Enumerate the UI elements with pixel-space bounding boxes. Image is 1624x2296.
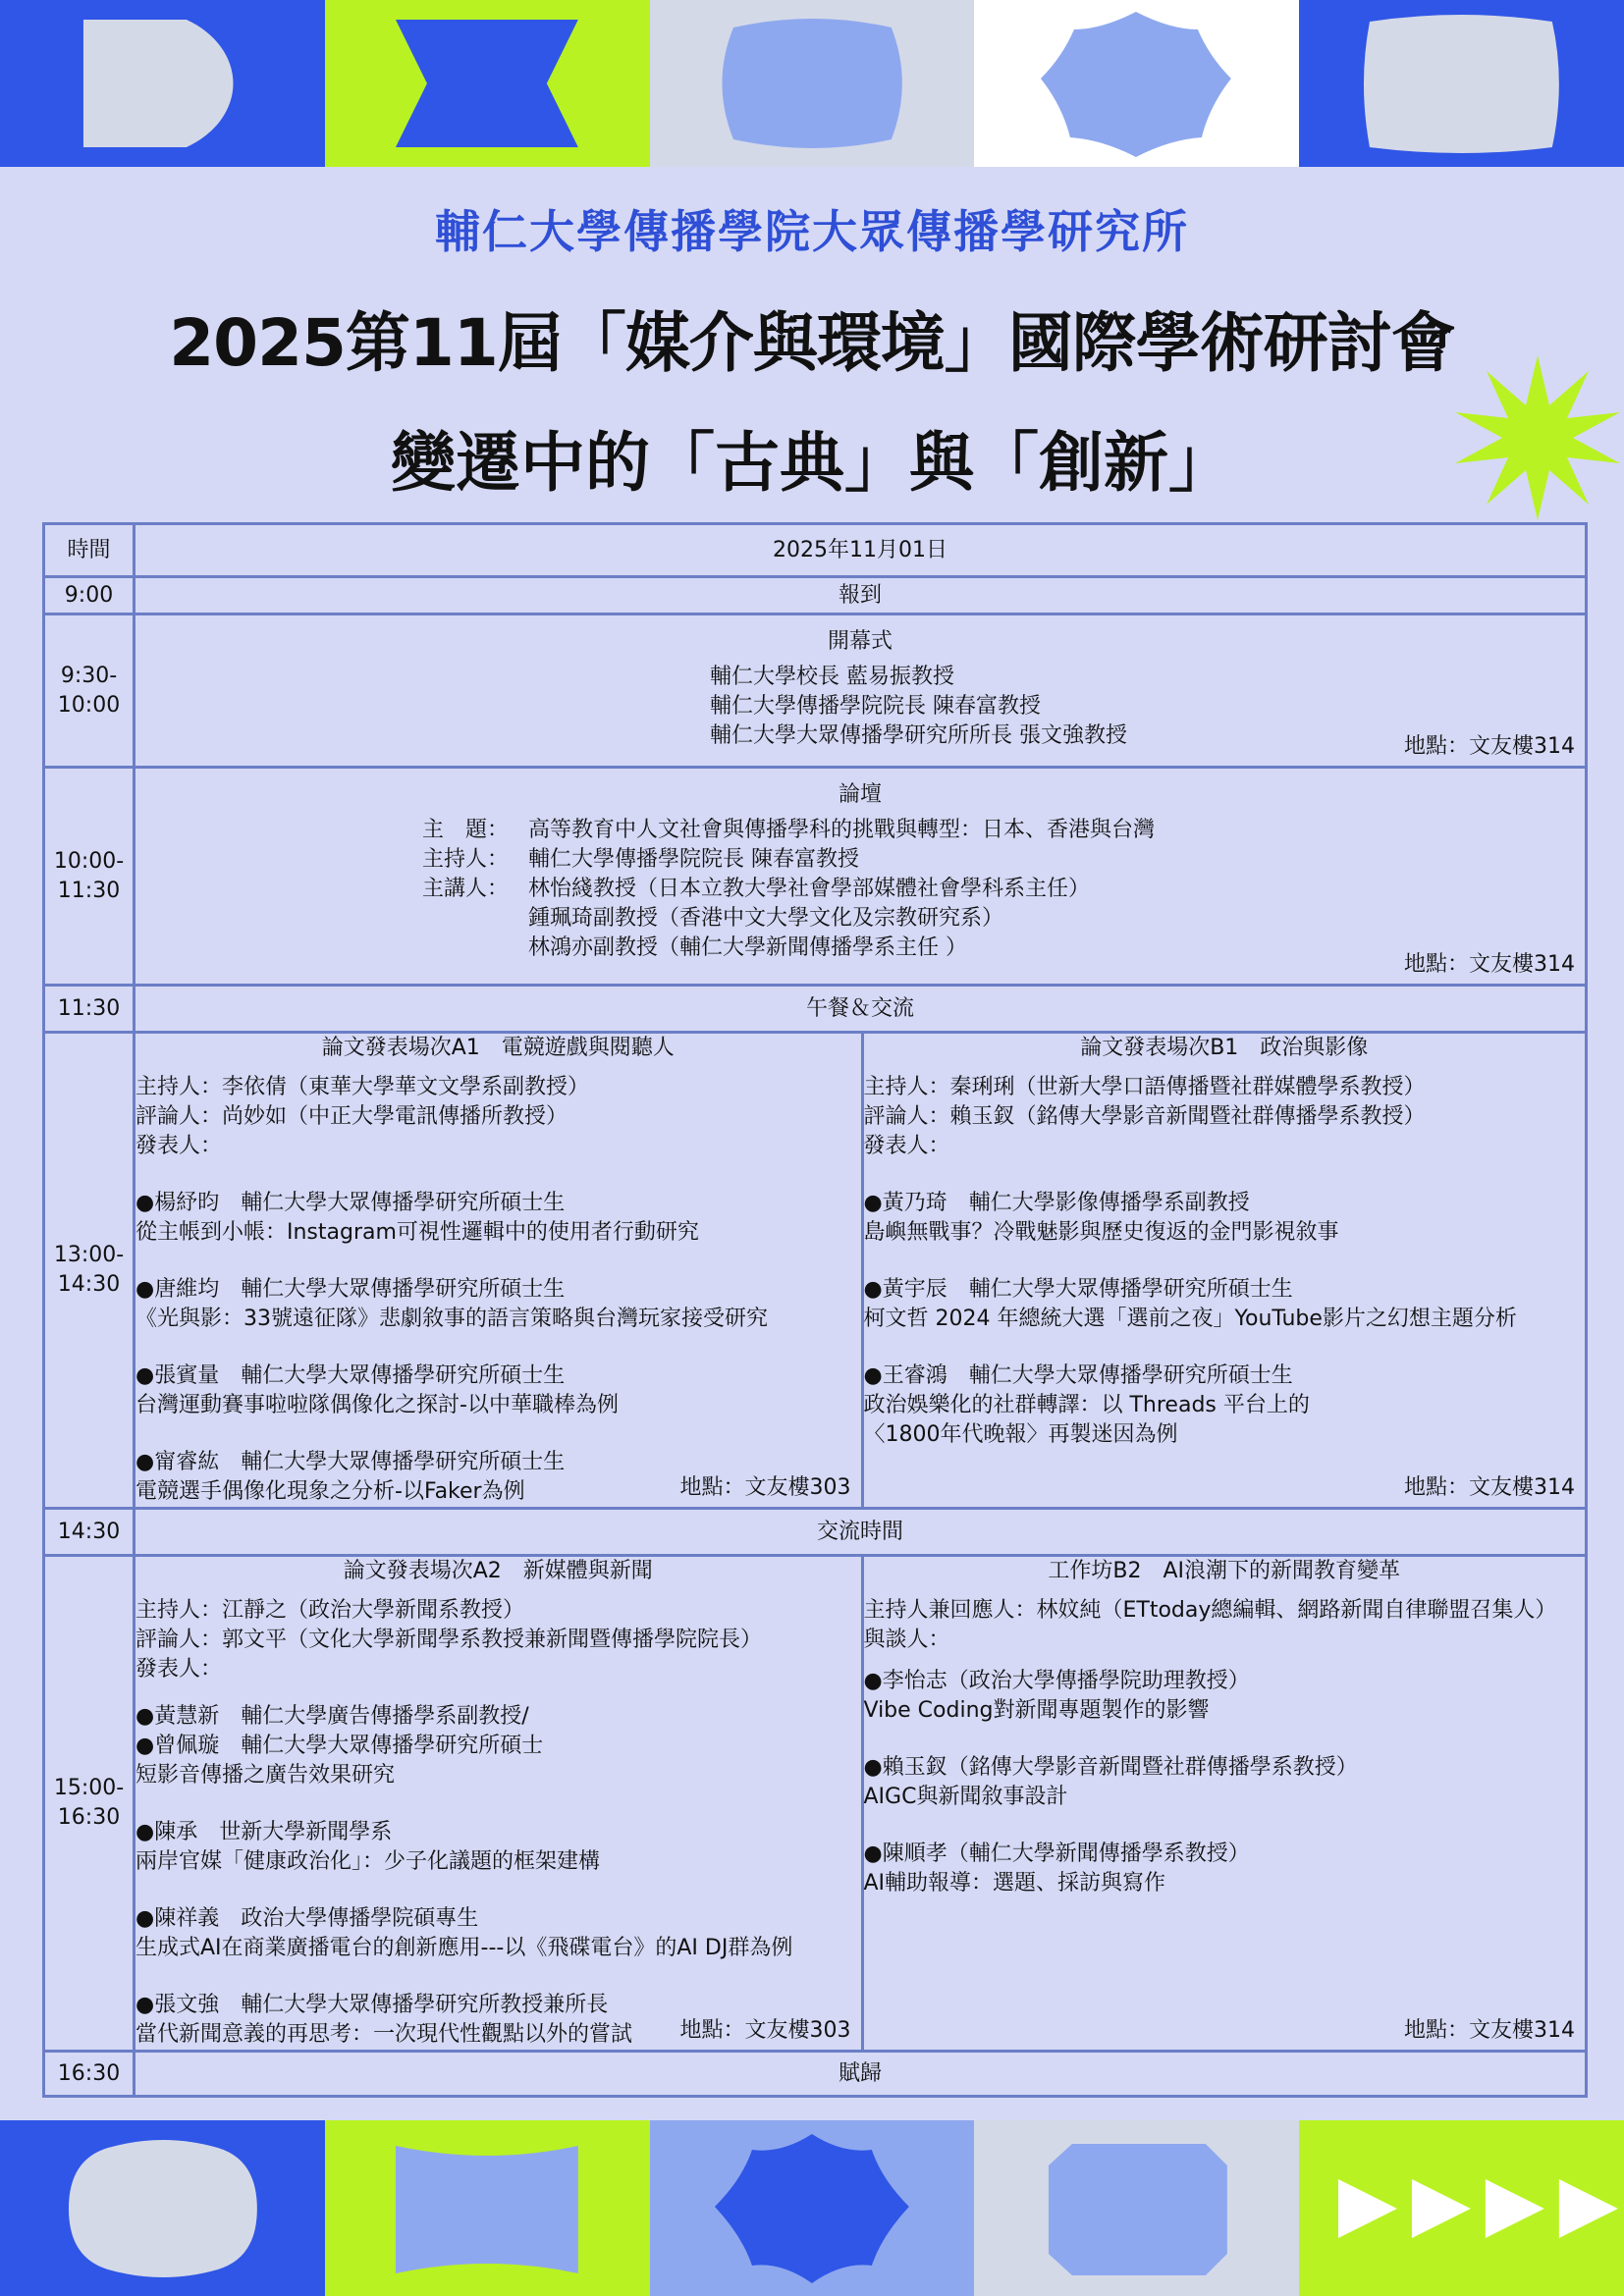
session-1-cell [135,1033,1587,1509]
session-b1-host: 主持人：秦琍琍（世新大學口語傳播暨社群媒體學系教授） [863,1075,1426,1099]
opening-time-start: 9:30- [60,663,118,688]
session-2-time [44,1556,135,2052]
forum-speaker: 鍾珮琦副教授（香港中文大學文化及宗教研究系） [528,906,1004,931]
break-time: 14:30 [44,1509,135,1556]
tile-rounded-shape [1299,0,1624,167]
time-column-header: 時間 [44,524,135,577]
session-2-row [44,1556,1587,2052]
session-a1-presenters-label: 發表人： [135,1134,223,1158]
session-b1-location: 地點：文友樓314 [1404,1475,1575,1500]
forum-cell [135,768,1587,986]
schedule-table [42,522,1588,2098]
paper-item: ●黃慧新 輔仁大學廣告傳播學系副教授/ ●曾佩璇 輔仁大學大眾傳播學研究所碩士 短影音傳播之廣告效果研究 [135,1704,544,1788]
session-a2-location: 地點：文友樓303 [679,2018,851,2043]
session-b1-title: 論文發表場次B1 政治與影像 [1080,1036,1369,1060]
workshop-b2-panel-label: 與談人： [863,1628,950,1652]
host-label: 主持人： [422,847,510,872]
table-header-row [44,524,1587,577]
panelist-item: ●李怡志（政治大學傳播學院助理教授） Vibe Coding對新聞專題製作的影響 [863,1669,1250,1723]
tile-wave-shape [325,2120,650,2296]
opening-line: 輔仁大學大眾傳播學研究所所長 張文強教授 [710,723,1127,748]
lunch-label: 午餐＆交流 [135,986,1587,1033]
session-a1-host: 主持人：李依倩（東華大學華文文學系副教授） [135,1075,590,1099]
paper-item: ●黃乃琦 輔仁大學影像傳播學系副教授 島嶼無戰事？冷戰魅影與歷史復返的金門影視敘事 [863,1191,1339,1245]
session-1-time [44,1033,135,1509]
opening-line: 輔仁大學校長 藍易振教授 [710,665,954,689]
break-label: 交流時間 [135,1509,1587,1556]
panelist-item: ●陳順孝（輔仁大學新聞傳播學系教授） AI輔助報導：選題、採訪與寫作 [863,1842,1250,1896]
session-2-cell [135,1556,1587,2052]
end-label: 賦歸 [135,2052,1587,2097]
workshop-b2-title: 工作坊B2 AI浪潮下的新聞教育變革 [1048,1559,1401,1583]
forum-time-start: 10:00- [53,848,125,874]
opening-row [44,614,1587,768]
opening-time-end: 10:00 [57,692,121,718]
theme-title: 變遷中的「古典」與「創新」 [391,425,1233,501]
tile-cloud-shape [974,0,1299,167]
forum-topic: 高等教育中人文社會與傳播學科的挑戰與轉型：日本、香港與台灣 [528,818,1156,842]
tile-bowtie-shape [325,0,650,167]
opening-speakers [710,663,1127,751]
forum-speaker: 林怡綫教授（日本立教大學社會學部媒體社會學科系主任） [528,877,1091,901]
forum-details [422,816,1575,963]
session-1-row [44,1033,1587,1509]
session-2-split [135,1557,1585,2050]
session-a1-discussant: 評論人：尚妙如（中正大學電訊傳播所教授） [135,1104,568,1129]
tile-d-shape [0,0,325,167]
session-a2-host: 主持人：江靜之（政治大學新聞系教授） [135,1598,525,1623]
tile-arrows-shape [1299,2120,1624,2296]
session-2-time-start: 15:00- [53,1776,125,1800]
conference-title: 2025第11屆「媒介與環境」國際學術研討會 [169,305,1455,381]
paper-item: ●張文強 輔仁大學大眾傳播學研究所教授兼所長 當代新聞意義的再思考：一次現代性觀點以外的嘗試 [135,1993,633,2047]
session-a2-discussant: 評論人：郭文平（文化大學新聞學系教授兼新聞暨傳播學院院長） [135,1628,763,1652]
tile-blob-shape [0,2120,325,2296]
forum-host: 輔仁大學傳播學院院長 陳春富教授 [528,847,859,872]
session-a1 [135,1034,862,1507]
session-1-split [135,1034,1585,1507]
paper-item: ●楊紓昀 輔仁大學大眾傳播學研究所碩士生 從主帳到小帳：Instagram可視性邏輯中的使用者行動研究 [135,1191,699,1245]
speakers-label: 主講人： [422,877,510,901]
end-row [44,2052,1587,2097]
opening-line: 輔仁大學傳播學院院長 陳春富教授 [710,694,1041,719]
forum-title: 論壇 [838,782,882,807]
paper-item: ●黃宇辰 輔仁大學大眾傳播學研究所碩士生 柯文哲 2024 年總統大選「選前之夜」YouTube影片之幻想主題分析 [863,1277,1517,1331]
session-a2-presenters-label: 發表人： [135,1657,223,1682]
opening-cell [135,614,1587,768]
checkin-time: 9:00 [44,577,135,614]
session-a1-title: 論文發表場次A1 電競遊戲與閱聽人 [321,1036,675,1060]
session-a2-title: 論文發表場次A2 新媒體與新聞 [343,1559,653,1583]
workshop-b2-host: 主持人兼回應人：林妏純（ETtoday總編輯、網路新聞自律聯盟召集人） [863,1598,1557,1623]
panelist-item: ●賴玉釵（銘傳大學影音新聞暨社群傳播學系教授） AIGC與新聞敘事設計 [863,1755,1358,1809]
forum-time-end: 11:30 [57,878,121,903]
topic-label: 主 題： [422,818,510,842]
bottom-decorative-band [0,2120,1624,2296]
paper-item: ●甯睿紘 輔仁大學大眾傳播學研究所碩士生 電競選手偶像化現象之分析-以Faker為例 [135,1450,566,1504]
forum-row [44,768,1587,986]
workshop-b2-location: 地點：文友樓314 [1404,2018,1575,2043]
paper-item: ●張賓量 輔仁大學大眾傳播學研究所碩士生 台灣運動賽事啦啦隊偶像化之探討-以中華職棒為例 [135,1363,619,1417]
session-1-time-start: 13:00- [53,1243,125,1267]
session-2-time-end: 16:30 [57,1805,121,1830]
paper-item: ●陳祥義 政治大學傳播學院碩專生 生成式AI在商業廣播電台的創新應用---以《飛碟電台》的AI DJ群為例 [135,1906,793,1960]
date-header: 2025年11月01日 [135,524,1587,577]
end-time: 16:30 [44,2052,135,2097]
workshop-b2 [862,1557,1585,2050]
session-a1-location: 地點：文友樓303 [679,1475,851,1500]
opening-title: 開幕式 [827,629,893,654]
tile-flower-shape [650,2120,975,2296]
paper-item: ●王睿鴻 輔仁大學大眾傳播學研究所碩士生 政治娛樂化的社群轉譯：以 Threads 平台上的 〈1800年代晚報〉再製迷因為例 [863,1363,1310,1447]
tile-octagon-shape [974,2120,1299,2296]
checkin-label: 報到 [135,577,1587,614]
checkin-row [44,577,1587,614]
paper-item: ●唐維均 輔仁大學大眾傳播學研究所碩士生 《光與影：33號遠征隊》悲劇敘事的語言策略與台灣玩家接受研究 [135,1277,768,1331]
session-1-time-end: 14:30 [57,1272,121,1297]
top-decorative-band [0,0,1624,167]
session-b1-discussant: 評論人：賴玉釵（銘傳大學影音新聞暨社群傳播學系教授） [863,1104,1426,1129]
lunch-time: 11:30 [44,986,135,1033]
session-b1 [862,1034,1585,1507]
tile-pillow-shape [650,0,975,167]
lunch-row [44,986,1587,1033]
forum-speaker: 林鴻亦副教授（輔仁大學新聞傳播學系主任 ） [528,935,967,960]
institution-title: 輔仁大學傳播學院大眾傳播學研究所 [435,205,1189,258]
session-a2 [135,1557,862,2050]
forum-location: 地點：文友樓314 [1404,952,1575,977]
opening-location: 地點：文友樓314 [1404,734,1575,759]
paper-item: ●陳承 世新大學新聞學系 兩岸官媒「健康政治化」：少子化議題的框架建構 [135,1820,601,1874]
starburst-decoration [1451,351,1624,524]
opening-time [44,614,135,768]
session-b1-presenters-label: 發表人： [863,1134,950,1158]
forum-time [44,768,135,986]
break-row [44,1509,1587,1556]
